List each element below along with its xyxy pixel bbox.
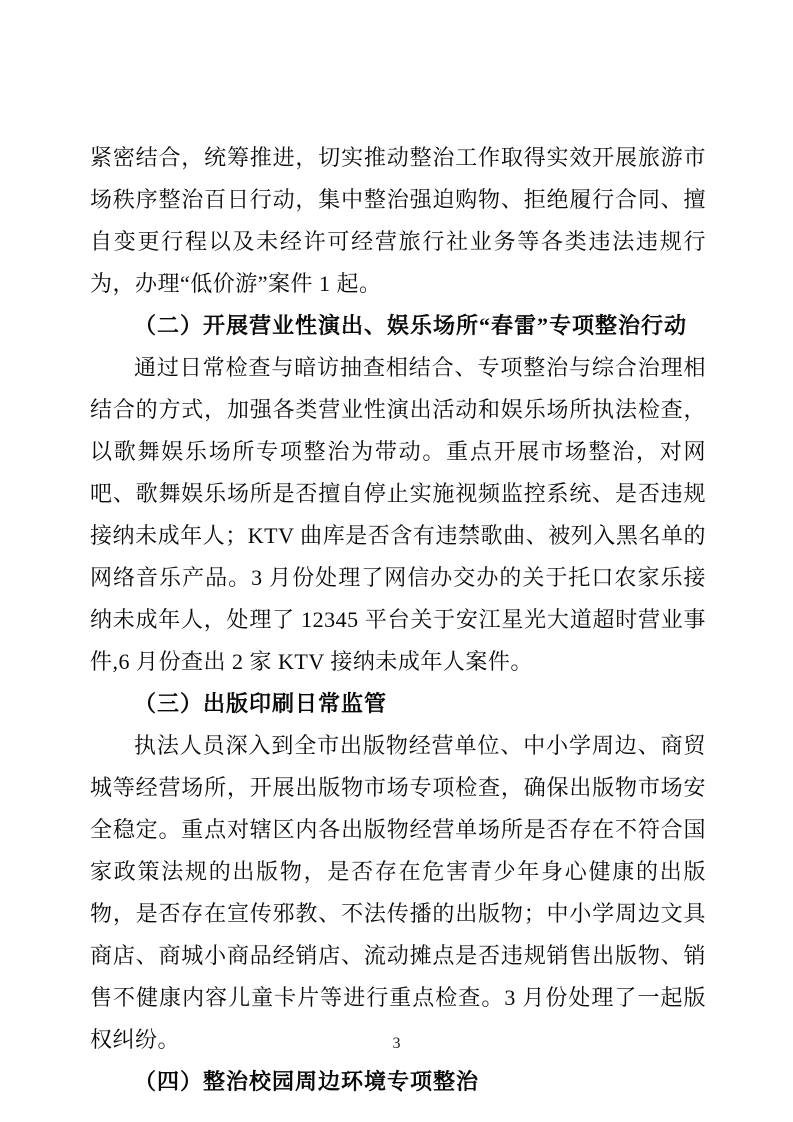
section-heading-3-publishing-supervision: （三）出版印刷日常监管: [134, 691, 388, 716]
paragraph-tourism-market-continuation: 紧密结合，统筹推进，切实推动整治工作取得实效开展旅游市场秩序整治百日行动，集中整治强迫购物、拒绝履行合同、擅自变更行程以及未经许可经营旅行社业务等各类违法违规行为，办理“低价游”案件 1 起。: [90, 145, 706, 296]
paragraph-entertainment-venues-enforcement: 通过日常检查与暗访抽查相结合、专项整治与综合治理相结合的方式，加强各类营业性演出活动和娱乐场所执法检查，以歌舞娱乐场所专项整治为带动。重点开展市场整治，对网吧、歌舞娱乐场所是否擅自停止实施视频监控系统、是否违规接纳未成年人；KTV 曲库是否含有违禁歌曲、被列入黑名单的网络音乐产品。3 月份处理了网信办交办的关于托口农家乐接纳未成年人，处理了 12345 平台关于安江星光大道超时营业事件,6 月份查出 2 家 KTV 接纳未成年人案件。: [90, 355, 706, 674]
document-body: [90, 137, 706, 1103]
paragraph-publication-market-inspection: 执法人员深入到全市出版物经营单位、中小学周边、商贸城等经营场所，开展出版物市场专项检查，确保出版物市场安全稳定。重点对辖区内各出版物经营单场所是否存在不符合国家政策法规的出版物，是否存在危害青少年身心健康的出版物，是否存在宣传邪教、不法传播的出版物；中小学周边文具商店、商城小商品经销店、流动摊点是否违规销售出版物、销售不健康内容儿童卡片等进行重点检查。3 月份处理了一起版权纠纷。: [90, 733, 706, 1052]
section-heading-4-campus-surroundings: （四）整治校园周边环境专项整治: [134, 1069, 480, 1094]
page-number: 3: [392, 1035, 401, 1052]
section-heading-2-chunlei-campaign: （二）开展营业性演出、娱乐场所“春雷”专项整治行动: [134, 313, 688, 338]
